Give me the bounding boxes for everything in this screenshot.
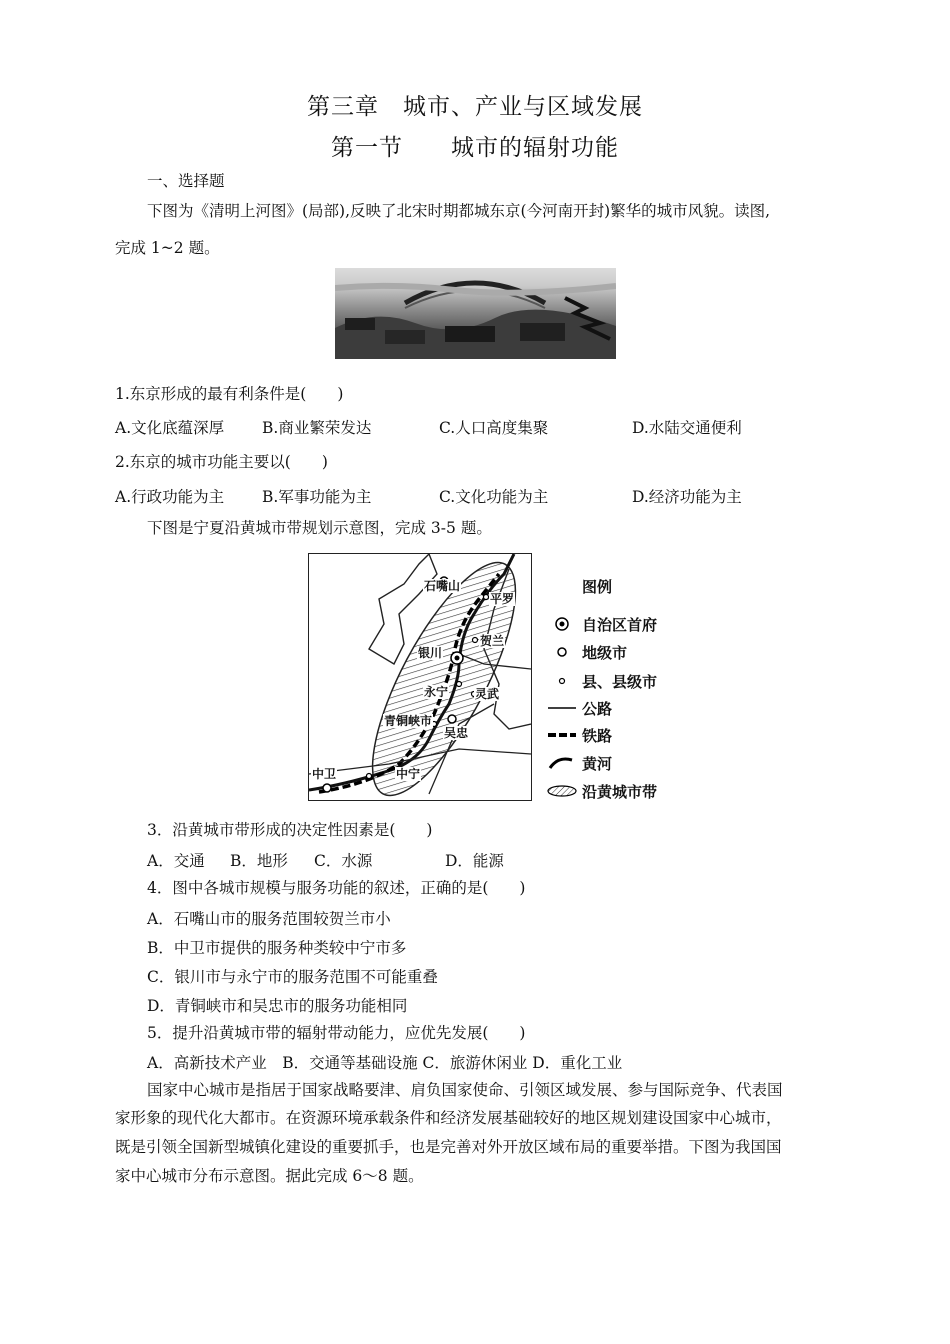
painting-illustration: [335, 268, 616, 359]
question-3-option-b: B．地形: [230, 852, 288, 870]
legend-item-county: [540, 669, 700, 693]
question-2-option-d: D.经济功能为主: [632, 488, 742, 506]
county-city-icon: [546, 672, 578, 690]
question-1-option-b: B.商业繁荣发达: [262, 419, 372, 437]
county-marker: [457, 682, 462, 687]
county-marker: [473, 638, 478, 643]
qingming-painting-image: [335, 268, 616, 359]
legend-label: 公路: [582, 700, 613, 718]
question-2-option-a: A.行政功能为主: [115, 488, 225, 506]
intro-paragraph-1-line-2: 完成 1~2 题。: [115, 239, 220, 257]
intro-paragraph-2: 下图是宁夏沿黄城市带规划示意图，完成 3-5 题。: [147, 519, 492, 537]
prefecture-marker: [323, 784, 331, 792]
map-label-yongning: 永宁: [424, 685, 449, 699]
legend-item-river: [540, 751, 700, 775]
county-marker: [367, 774, 372, 779]
river-icon: [546, 754, 578, 772]
question-5-stem: 5．提升沿黄城市带的辐射带动能力，应优先发展( ): [147, 1024, 526, 1042]
map-label-shizuishan: 石嘴山: [424, 579, 461, 593]
map-label-pingluo: 平罗: [490, 592, 515, 606]
capital-icon: [546, 615, 578, 633]
intro-paragraph-3-line-4: 家中心城市分布示意图。据此完成 6～8 题。: [115, 1167, 424, 1185]
question-2-option-b: B.军事功能为主: [262, 488, 372, 506]
intro-paragraph-1-line-1: 下图为《清明上河图》(局部),反映了北宋时期都城东京(今河南开封)繁华的城市风貌。读图,: [147, 202, 771, 220]
map-label-qingtongxia: 青铜峡市: [384, 714, 433, 728]
ningxia-city-belt-map: [308, 553, 532, 801]
question-1-option-a: A.文化底蕴深厚: [115, 419, 225, 437]
section-title: 第一节 城市的辐射功能: [331, 135, 619, 161]
question-3-option-c: C．水源: [314, 852, 373, 870]
highway-icon: [546, 699, 578, 717]
question-4-option-b: B．中卫市提供的服务种类较中宁市多: [147, 939, 407, 957]
question-4-option-c: C．银川市与永宁市的服务范围不可能重叠: [147, 968, 438, 986]
question-4-option-d: D．青铜峡市和吴忠市的服务功能相同: [147, 997, 408, 1015]
question-3-stem: 3．沿黄城市带形成的决定性因素是( ): [147, 821, 433, 839]
map-label-lingwu: 灵武: [475, 687, 500, 701]
intro-paragraph-3-line-2: 家形象的现代化大都市。在资源环境承载条件和经济发展基础较好的地区规划建设国家中心城市，: [115, 1109, 782, 1127]
map-label-wuzhong: 吴忠: [444, 726, 469, 740]
question-1-option-d: D.水陆交通便利: [632, 419, 742, 437]
map-label-zhongwei: 中卫: [312, 767, 337, 781]
prefecture-marker: [448, 715, 456, 723]
question-3-option-a: A．交通: [147, 852, 205, 870]
legend-label: 黄河: [582, 755, 613, 773]
legend-label: 沿黄城市带: [582, 783, 658, 801]
legend-item-capital: [540, 612, 700, 636]
question-5-options: A．高新技术产业 B．交通等基础设施 C．旅游休闲业 D．重化工业: [147, 1054, 623, 1072]
question-2-option-c: C.文化功能为主: [439, 488, 549, 506]
legend-title: 图例: [582, 578, 613, 596]
question-4-option-a: A．石嘴山市的服务范围较贺兰市小: [147, 910, 391, 928]
question-1-option-c: C.人口高度集聚: [439, 419, 549, 437]
legend-item-railway: [540, 723, 700, 747]
city-belt-icon: [546, 782, 578, 800]
legend-item-prefecture: [540, 640, 700, 664]
intro-paragraph-3-line-3: 既是引领全国新型城镇化建设的重要抓手，也是完善对外开放区域布局的重要举措。下图为我国国: [115, 1138, 782, 1156]
legend-item-city-belt: [540, 779, 700, 803]
map-label-helan: 贺兰: [480, 634, 505, 648]
question-3-option-d: D．能源: [445, 852, 504, 870]
map-label-yinchuan: 银川: [418, 646, 443, 660]
question-4-stem: 4．图中各城市规模与服务功能的叙述，正确的是( ): [147, 879, 526, 897]
legend-label: 铁路: [582, 727, 613, 745]
map-drawing: [309, 554, 531, 800]
map-legend: [540, 576, 700, 806]
chapter-title: 第三章 城市、产业与区域发展: [307, 94, 643, 120]
section-heading: 一、选择题: [147, 172, 225, 190]
county-marker: [484, 595, 489, 600]
legend-label: 县、县级市: [582, 673, 658, 691]
map-label-zhongning: 中宁: [396, 767, 421, 781]
legend-item-highway: [540, 696, 700, 720]
question-1-stem: 1.东京形成的最有利条件是( ): [115, 385, 344, 403]
question-2-stem: 2.东京的城市功能主要以( ): [115, 453, 328, 471]
capital-marker-dot: [455, 656, 460, 661]
railway-icon: [546, 726, 578, 744]
prefecture-city-icon: [546, 643, 578, 661]
legend-label: 地级市: [582, 644, 628, 662]
intro-paragraph-3-line-1: 国家中心城市是指居于国家战略要津、肩负国家使命、引领区域发展、参与国际竞争、代表国: [147, 1081, 783, 1099]
legend-label: 自治区首府: [582, 616, 658, 634]
